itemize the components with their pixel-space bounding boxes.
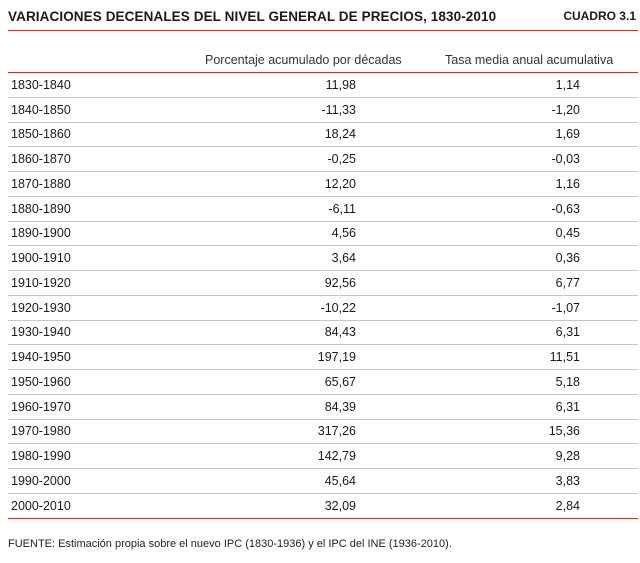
table-row — [8, 320, 638, 345]
percent-cell: 142,79 — [181, 444, 356, 469]
rate-cell: 1,69 — [356, 122, 638, 147]
column-header-rate: Tasa media anual acumulativa — [445, 53, 614, 67]
table-row — [8, 469, 638, 494]
decade-cell: 1850-1860 — [8, 122, 181, 147]
decade-cell: 1890-1900 — [8, 221, 181, 246]
table-code: CUADRO 3.1 — [563, 9, 636, 23]
percent-cell: -11,33 — [181, 97, 356, 122]
rate-cell: -0,03 — [356, 147, 638, 172]
decade-cell: 1920-1930 — [8, 295, 181, 320]
decade-cell: 1910-1920 — [8, 271, 181, 296]
decade-cell: 1930-1940 — [8, 320, 181, 345]
percent-cell: 45,64 — [181, 469, 356, 494]
table-row — [8, 295, 638, 320]
rate-cell: 3,83 — [356, 469, 638, 494]
table-row — [8, 246, 638, 271]
decade-cell: 1830-1840 — [8, 73, 181, 97]
table-row — [8, 122, 638, 147]
percent-cell: -6,11 — [181, 196, 356, 221]
percent-cell: 84,43 — [181, 320, 356, 345]
rate-cell: -1,07 — [356, 295, 638, 320]
table-row — [8, 271, 638, 296]
table-row — [8, 345, 638, 370]
decade-cell: 1900-1910 — [8, 246, 181, 271]
percent-cell: 18,24 — [181, 122, 356, 147]
percent-cell: 65,67 — [181, 370, 356, 395]
top-rule — [8, 30, 638, 31]
rate-cell: 1,14 — [356, 73, 638, 97]
decade-cell: 1860-1870 — [8, 147, 181, 172]
decade-cell: 1950-1960 — [8, 370, 181, 395]
table-row — [8, 196, 638, 221]
rate-cell: 9,28 — [356, 444, 638, 469]
decade-cell: 1990-2000 — [8, 469, 181, 494]
percent-cell: -0,25 — [181, 147, 356, 172]
rate-cell: -0,63 — [356, 196, 638, 221]
percent-cell: 32,09 — [181, 493, 356, 518]
decade-cell: 1940-1950 — [8, 345, 181, 370]
rate-cell: 1,16 — [356, 172, 638, 197]
rate-cell: 15,36 — [356, 419, 638, 444]
percent-cell: 317,26 — [181, 419, 356, 444]
table-row — [8, 172, 638, 197]
percent-cell: 92,56 — [181, 271, 356, 296]
rate-cell: -1,20 — [356, 97, 638, 122]
percent-cell: 12,20 — [181, 172, 356, 197]
rate-cell: 2,84 — [356, 493, 638, 518]
table-row — [8, 147, 638, 172]
rate-cell: 0,36 — [356, 246, 638, 271]
decade-cell: 1840-1850 — [8, 97, 181, 122]
percent-cell: 11,98 — [181, 73, 356, 97]
table-row — [8, 97, 638, 122]
table-row — [8, 370, 638, 395]
table-title: VARIACIONES DECENALES DEL NIVEL GENERAL DE PRECIOS, 1830-2010 — [8, 9, 497, 24]
rate-cell: 0,45 — [356, 221, 638, 246]
percent-cell: -10,22 — [181, 295, 356, 320]
percent-cell: 197,19 — [181, 345, 356, 370]
rate-cell: 5,18 — [356, 370, 638, 395]
percent-cell: 3,64 — [181, 246, 356, 271]
table-row — [8, 73, 638, 97]
table-row — [8, 419, 638, 444]
table-row — [8, 493, 638, 518]
decade-cell: 1980-1990 — [8, 444, 181, 469]
percent-cell: 84,39 — [181, 394, 356, 419]
rate-cell: 6,77 — [356, 271, 638, 296]
decade-cell: 1960-1970 — [8, 394, 181, 419]
rate-cell: 6,31 — [356, 394, 638, 419]
decade-cell: 2000-2010 — [8, 493, 181, 518]
decade-cell: 1970-1980 — [8, 419, 181, 444]
decade-cell: 1870-1880 — [8, 172, 181, 197]
table-row — [8, 221, 638, 246]
rate-cell: 6,31 — [356, 320, 638, 345]
source-note: FUENTE: Estimación propia sobre el nuevo IPC (1830-1936) y el IPC del INE (1936-2010). — [8, 538, 452, 550]
column-header-percent: Porcentaje acumulado por décadas — [205, 53, 402, 67]
percent-cell: 4,56 — [181, 221, 356, 246]
table-row — [8, 394, 638, 419]
rate-cell: 11,51 — [356, 345, 638, 370]
decade-cell: 1880-1890 — [8, 196, 181, 221]
table-row — [8, 444, 638, 469]
table-body — [8, 73, 638, 518]
price-variation-table — [8, 73, 638, 519]
